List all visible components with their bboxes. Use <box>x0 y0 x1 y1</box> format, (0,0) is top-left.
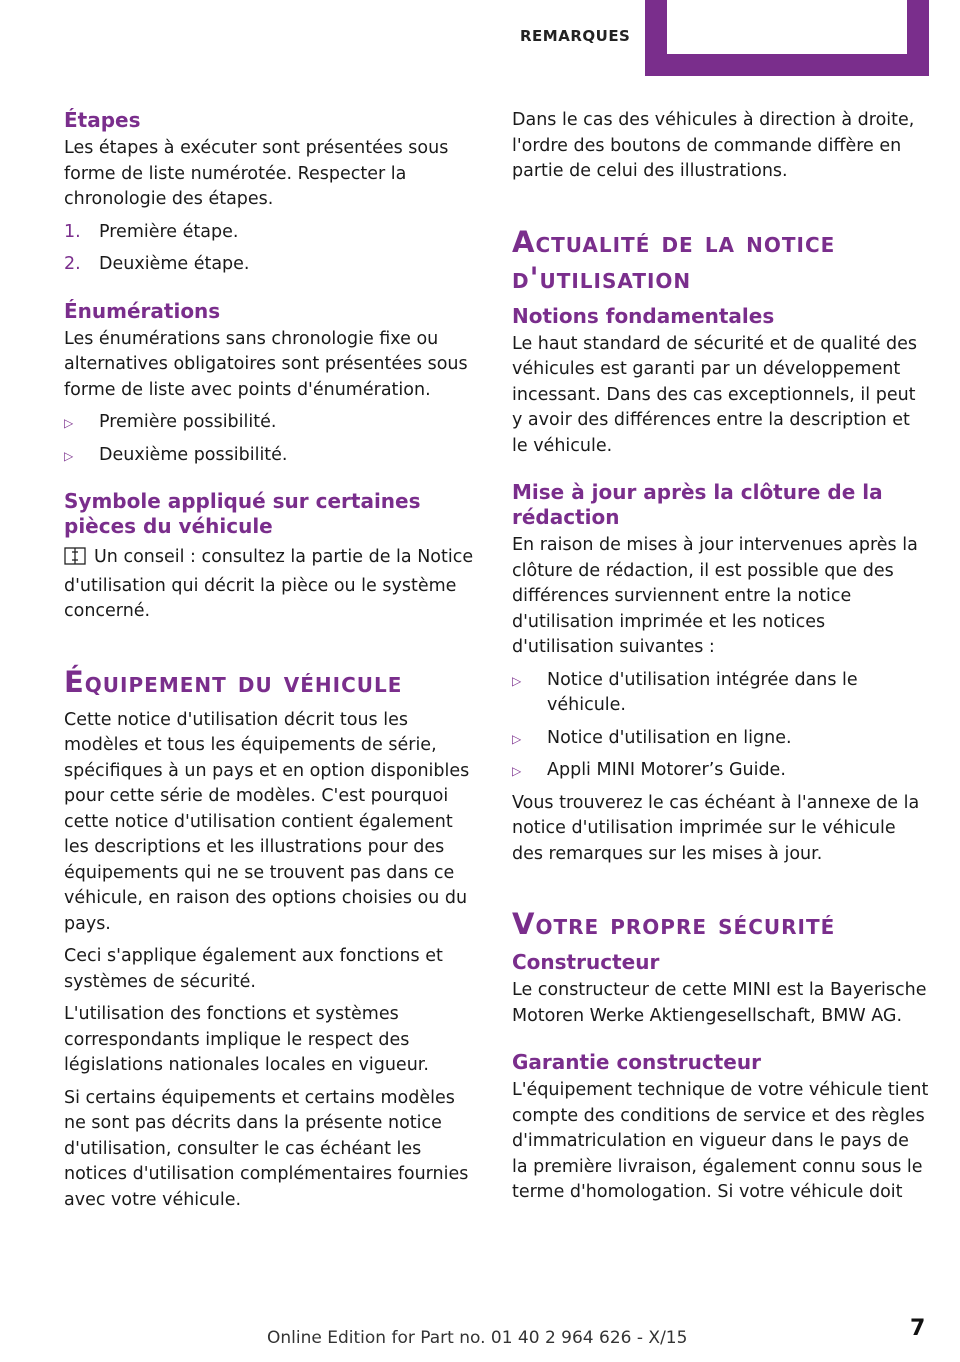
right-column <box>512 108 930 1213</box>
symbole-text <box>64 545 482 625</box>
list-item <box>512 668 930 719</box>
list-item <box>64 443 482 469</box>
list-item-text: Notice d'utilisation intégrée dans le véhicule. <box>547 669 858 715</box>
section-tab-inner <box>667 0 907 54</box>
list-item-text: Deuxième étape. <box>99 254 250 274</box>
heading-constructeur: Constructeur <box>512 950 660 974</box>
book-icon <box>64 547 86 574</box>
etapes-text: Les étapes à exécuter sont présentées sous forme de liste numérotée. Respecter la chronologie des étapes. <box>64 138 449 209</box>
equipement-paragraph: L'utilisation des fonctions et systèmes correspondants implique le respect des législations nationales locales en vigueur. <box>64 1004 429 1075</box>
section-label: REMARQUES <box>520 27 631 45</box>
heading-symbole: Symbole appliqué sur certaines pièces du véhicule <box>64 489 421 538</box>
section-tab-marker <box>645 0 929 76</box>
heading-actualite: Actualité de la notice d'utilisation <box>512 224 836 295</box>
list-item <box>512 758 930 784</box>
list-item-text: Appli MINI Motorer’s Guide. <box>547 760 786 780</box>
left-column <box>64 108 482 1220</box>
equipement-paragraph: Ceci s'applique également aux fonctions et systèmes de sécurité. <box>64 946 443 992</box>
garantie-text: L'équipement technique de votre véhicule tient compte des conditions de service et des règles d'immatriculation en vigueur dans le pays de la première livraison, également connu sous le terme d'homologation. Si votre véhicule doit <box>512 1080 929 1202</box>
list-item-text: Deuxième possibilité. <box>99 444 288 465</box>
list-item <box>64 252 482 278</box>
mise-a-jour-after-text: Vous trouverez le cas échéant à l'annexe de la notice d'utilisation imprimée sur le véhicule des remarques sur les mises à jour. <box>512 792 920 864</box>
list-item-text: Notice d'utilisation en ligne. <box>547 727 792 748</box>
list-item-text: Première possibilité. <box>99 412 277 432</box>
list-number: 2. <box>64 254 81 274</box>
bullet-list <box>512 668 930 784</box>
equipement-paragraph: Cette notice d'utilisation décrit tous les modèles et tous les équipements de série, spécifiques à un pays et en option disponibles pour cette série de modèles. C'est pourquoi cette notice d'utilisation contient également les descriptions et les illustrations pour des équipements qui ne se trouvent pas dans ce véhicule, en raison des options choisies ou du pays. <box>64 709 470 934</box>
equipement-paragraph: Si certains équipements et certains modèles ne sont pas décrits dans la présente notice d'utilisation, consulter le cas échéant les notices d'utilisation complémentaires fournies avec votre véhicule. <box>64 1087 469 1210</box>
symbole-text-content: Un conseil : consultez la partie de la Notice d'utilisation qui décrit la pièce ou le système concerné. <box>64 547 474 621</box>
enumerations-text: Les énumérations sans chronologie fixe ou alternatives obligatoires sont présentées sous forme de liste avec points d'énumération. <box>64 328 468 400</box>
heading-enumerations: Énumérations <box>64 298 221 323</box>
list-item-text: Première étape. <box>99 221 239 242</box>
triangle-bullet-icon: ▷ <box>512 731 522 746</box>
triangle-bullet-icon: ▷ <box>64 416 74 430</box>
heading-garantie: Garantie constructeur <box>512 1050 761 1074</box>
heading-etapes: Étapes <box>64 108 141 132</box>
list-number: 1. <box>64 221 81 242</box>
triangle-bullet-icon: ▷ <box>512 764 522 778</box>
heading-mise-a-jour: Mise à jour après la clôture de la rédaction <box>512 480 883 529</box>
intro-text: Dans le cas des véhicules à direction à droite, l'ordre des boutons de commande diffère en partie de celui des illustrations. <box>512 110 915 181</box>
heading-securite: Votre propre sécurité <box>512 907 836 941</box>
footer-edition: Online Edition for Part no. 01 40 2 964 626 - X/15 <box>267 1328 688 1348</box>
list-item <box>64 220 482 246</box>
page-number: 7 <box>910 1316 926 1341</box>
constructeur-text: Le constructeur de cette MINI est la Bayerische Motoren Werke Aktiengesellschaft, BMW AG. <box>512 980 927 1026</box>
notions-text: Le haut standard de sécurité et de qualité des véhicules est garanti par un développement incessant. Dans des cas exceptionnels, il peut y avoir des différences entre la description et le véhicule. <box>512 333 918 456</box>
mise-a-jour-text: En raison de mises à jour intervenues après la clôture de rédaction, il est possible que des différences surviennent entre la notice d'utilisation imprimée et les notices d'utilisation suivantes : <box>512 535 918 657</box>
bullet-list <box>64 410 482 468</box>
list-item <box>512 726 930 752</box>
numbered-list <box>64 220 482 278</box>
heading-notions: Notions fondamentales <box>512 303 775 328</box>
list-item <box>64 410 482 436</box>
triangle-bullet-icon: ▷ <box>64 448 74 463</box>
heading-equipement: Équipement du véhicule <box>64 664 403 699</box>
triangle-bullet-icon: ▷ <box>512 673 522 688</box>
